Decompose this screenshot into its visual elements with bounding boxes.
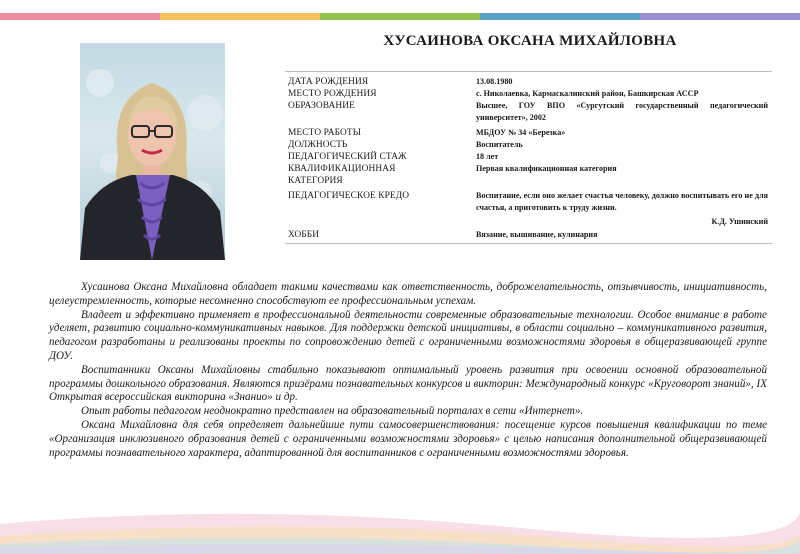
bio-paragraph: Хусаинова Оксана Михайловна обладает такими качествами как ответственность, доброжелательность, отзывчивость, инициативность, целеустремленность, которые несомненно способствуют ее профессиональным успехам.: [49, 281, 767, 307]
info-label: ДОЛЖНОСТЬ: [288, 140, 348, 150]
stripe-segment: [320, 13, 480, 20]
info-value: Воспитатель: [476, 140, 523, 149]
info-value: 18 лет: [476, 152, 499, 161]
info-value: [476, 190, 768, 228]
portrait-photo: [80, 43, 225, 260]
info-label: ХОББИ: [288, 230, 320, 240]
info-value: Первая квалификационная категория: [476, 164, 617, 173]
info-table: [285, 71, 772, 244]
credo-quote: Воспитание, если оно желает счастья человеку, должно воспитывать его не для счастья, а приготовить к труду жизни.: [476, 191, 768, 212]
decorative-swoosh: [0, 484, 800, 554]
stripe-segment: [640, 13, 800, 20]
info-label: ПЕДАГОГИЧЕСКОЕ КРЕДО: [288, 191, 410, 201]
info-label: ОБРАЗОВАНИЕ: [288, 101, 355, 111]
stripe-segment: [160, 13, 320, 20]
info-row-hobby: [285, 229, 772, 241]
info-value: с. Николаевка, Кармаскалинский район, Башкирская АССР: [476, 89, 699, 98]
bio-paragraph: Оксана Михайловна для себя определяет дальнейшие пути самосовершенствования: посещение курсов повышения квалификации по теме «Организация инклюзивного образования детей с ограниченными возможностями здоровья» с целью написания дополнительной общеразвивающей программы познавательного характера, адаптированной для воспитанников с ограниченными возможностями здоровья.: [49, 418, 767, 459]
info-row-birth-place: [285, 88, 772, 100]
info-label: КВАЛИФИКАЦИОННАЯ КАТЕГОРИЯ: [288, 164, 396, 186]
info-row-education: [285, 100, 772, 127]
bio-paragraph: Опыт работы педагогом неоднократно представлен на образовательный порталах в сети «Интернет».: [81, 405, 584, 418]
info-row-position: [285, 139, 772, 151]
decorative-color-stripe: [0, 13, 800, 20]
info-label: ПЕДАГОГИЧЕСКИЙ СТАЖ: [288, 152, 407, 162]
credo-author: К.Д. Ушинский: [711, 217, 768, 226]
biography-text: [49, 281, 767, 460]
bio-paragraph: Владеет и эффективно применяет в профессиональной деятельности современные образовательные технологии. Особое внимание в работе уделяет, развитию социально-коммуникативных навыков. Для поддержки детской инициативы, в области социально – коммуникативного развития, педагогом разработаны и реализованы проекты по сопровождению детей с ограниченными возможностями здоровья в общеразвивающей группе ДОУ.: [49, 308, 767, 362]
info-value: Вязание, вышивание, кулинария: [476, 230, 598, 239]
info-label: ДАТА РОЖДЕНИЯ: [288, 77, 369, 87]
info-row-birth-date: [285, 76, 772, 88]
stripe-segment: [0, 13, 160, 20]
bio-paragraph: Воспитанники Оксаны Михайловны стабильно показывают оптимальный уровень развития при освоении основной образовательной программы дошкольного образования. Являются призёрами познавательных конкурсов и викторин: Международный конкурс «Круговорот знаний», IX Открытая всероссийская викторина «Знанио» и др.: [49, 363, 767, 404]
info-row-experience: [285, 151, 772, 163]
info-row-credo: [285, 190, 772, 227]
info-label: МЕСТО РОЖДЕНИЯ: [288, 89, 377, 99]
info-value: МБДОУ № 34 «Березка»: [476, 128, 566, 137]
info-row-workplace: [285, 127, 772, 139]
person-name: ХУСАИНОВА ОКСАНА МИХАЙЛОВНА: [383, 33, 677, 49]
stripe-segment: [480, 13, 640, 20]
info-label: МЕСТО РАБОТЫ: [288, 128, 362, 138]
info-value: 13.08.1980: [476, 77, 513, 86]
info-row-category: [285, 163, 772, 190]
info-value: Высшее, ГОУ ВПО «Сургутский государственный педагогический университет», 2002: [476, 101, 768, 122]
